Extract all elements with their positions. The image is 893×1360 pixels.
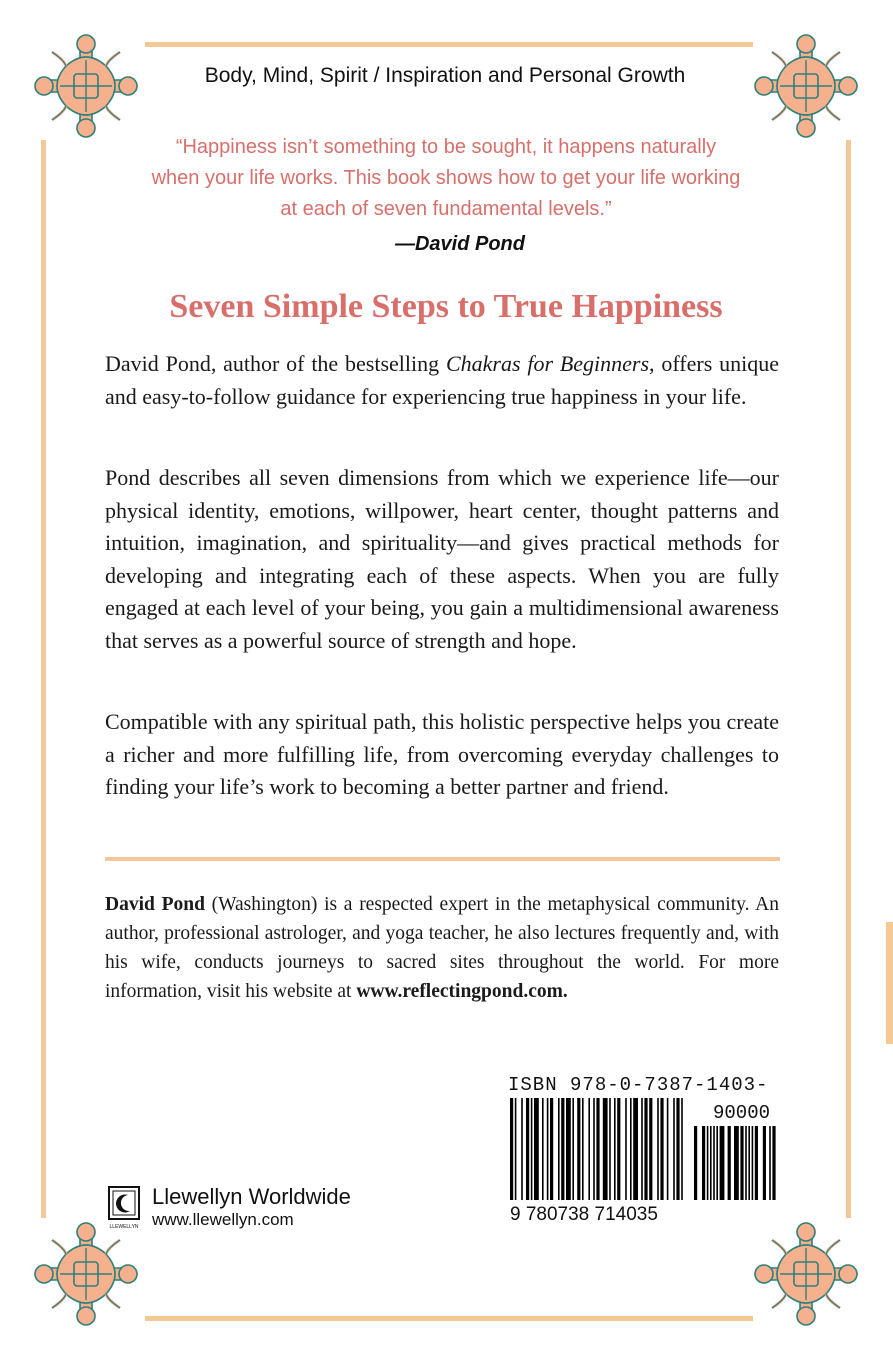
price-code: 90000 xyxy=(712,1102,770,1124)
author-name: David Pond xyxy=(105,894,205,915)
headline: Seven Simple Steps to True Happiness xyxy=(169,288,723,325)
section-divider xyxy=(105,857,780,861)
publisher-url: www.llewellyn.com xyxy=(152,1210,294,1229)
barcode-digits: 9 780738 714035 xyxy=(510,1204,658,1224)
quote-line: at each of seven fundamental levels.” xyxy=(280,198,612,220)
quote-line: “Happiness isn’t something to be sought, it happens naturally xyxy=(175,136,717,158)
pull-quote xyxy=(100,132,792,225)
author-bio xyxy=(105,890,779,1006)
llewellyn-logo-icon xyxy=(108,1186,140,1230)
description-text: David Pond, author of the bestselling xyxy=(105,351,446,376)
description-paragraph-1 xyxy=(105,348,779,413)
book-title-reference: Chakras for Beginners xyxy=(445,351,650,376)
bottom-border-line xyxy=(145,1316,753,1321)
corner-ornament-icon xyxy=(750,1218,862,1330)
edge-tab-mark xyxy=(886,922,893,1044)
barcode xyxy=(508,1096,780,1224)
publisher-name: Llewellyn Worldwide xyxy=(152,1184,351,1209)
corner-ornament-icon xyxy=(30,1218,142,1330)
right-border-line xyxy=(846,140,851,1218)
bio-text: (Washington) is a respected expert in the metaphysical community. An author, professional astrologer, and yoga teacher, he also lectures frequently and, with his wife, conducts journeys to sacred sites throughout the world. For more information, visit his website at xyxy=(105,894,779,1002)
left-border-line xyxy=(41,140,46,1218)
description-paragraph-3: Compatible with any spiritual path, this holistic perspective helps you create a richer and more fulfilling life, from overcoming everyday challenges to finding your life’s work to becoming a better partner and friend. xyxy=(105,709,779,799)
logo-text: LLEWELLYN xyxy=(109,1224,139,1230)
description-text: , offers unique and easy-to-follow guidance for experiencing true happiness in your life. xyxy=(105,351,779,409)
description-paragraph-2: Pond describes all seven dimensions from which we experience life—our physical identity, emotions, willpower, heart center, thought patterns and intuition, imagination, and spirituality—and gives practical methods for developing and integrating each of these aspects. When you are fully engaged at each level of your being, you gain a multidimensional awareness that serves as a powerful source of strength and hope. xyxy=(105,465,779,653)
isbn-label: ISBN 978-0-7387-1403- xyxy=(508,1074,769,1096)
quote-line: when your life works. This book shows how to get your life working xyxy=(151,167,741,189)
category-label: Body, Mind, Spirit / Inspiration and Personal Growth xyxy=(204,64,686,87)
author-website: www.reflectingpond.com. xyxy=(356,981,568,1002)
top-border-line xyxy=(145,42,753,47)
quote-attribution: —David Pond xyxy=(394,233,525,255)
